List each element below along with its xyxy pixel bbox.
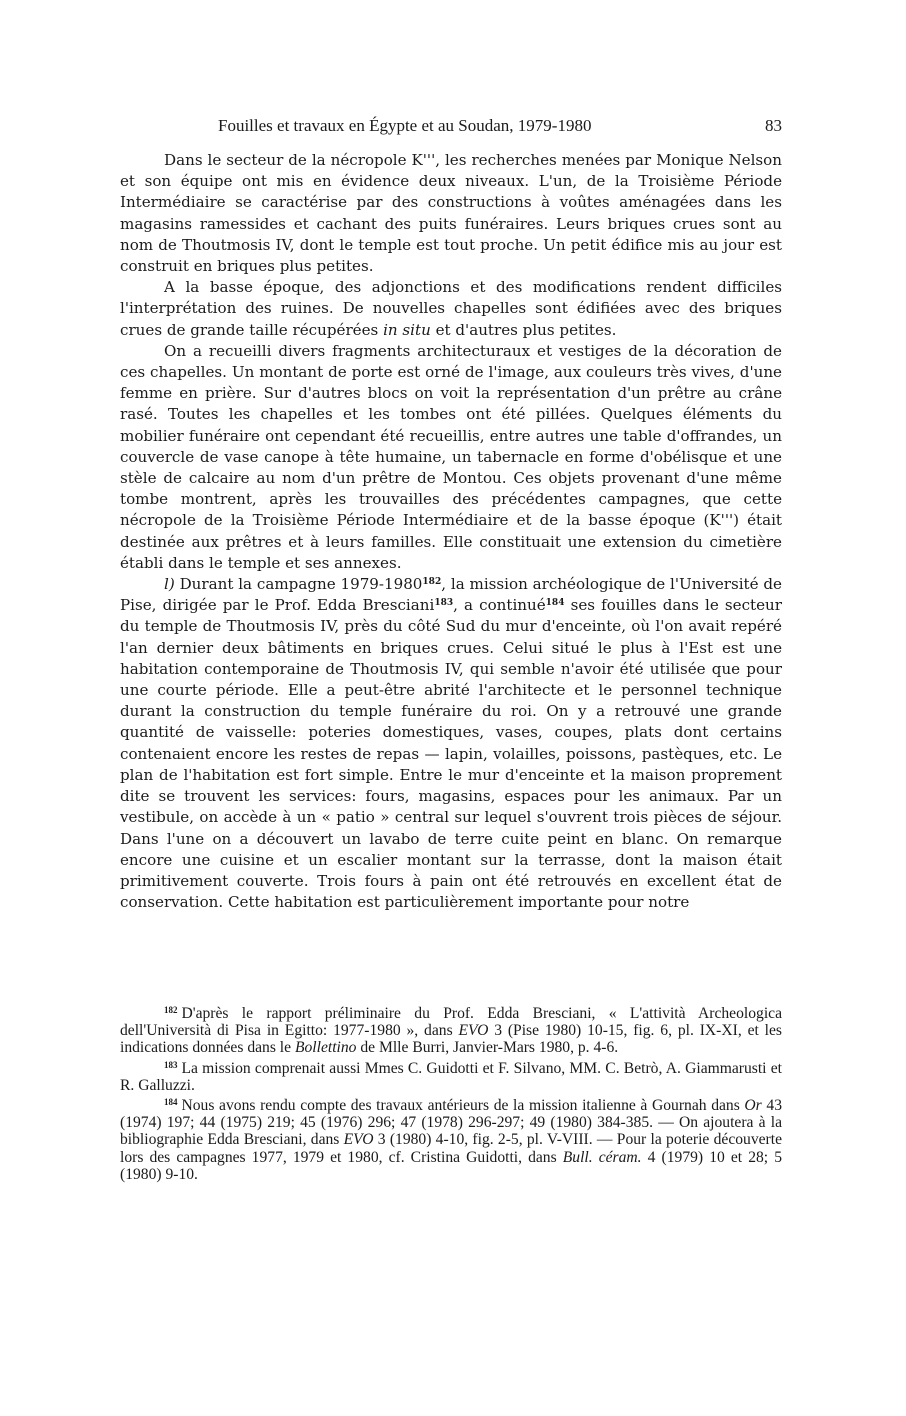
- text-segment: , la mission archéologique de l'Université de Pise, dirigée par le Prof. Edda Bresciani: [120, 575, 782, 615]
- section-label: l): [164, 575, 175, 594]
- footnote-text: 4 (1979) 10 et 28; 5 (1980) 9-10.: [120, 1148, 782, 1183]
- paragraph-pise-mission: [120, 574, 782, 913]
- footnotes: [120, 1002, 782, 1183]
- italic-term: in situ: [383, 320, 431, 339]
- footnote-text: 3 (Pise 1980) 10-15, fig. 6, pl. IX-XI, et les indications données dans le: [120, 1022, 782, 1057]
- footnote-text: 3 (1980) 4-10, fig. 2-5, pl. V-VIII. — Pour la poterie découverte lors des campagnes 1977, 1979 et 1980, cf. Cristina Guidotti, dans: [120, 1131, 782, 1166]
- paragraph-basse-epoque: [120, 277, 782, 341]
- running-title: Fouilles et travaux en Égypte et au Soudan, 1979-1980: [218, 116, 592, 135]
- footnote-ref-182[interactable]: 182: [422, 577, 442, 588]
- journal-title: Bollettino: [294, 1039, 357, 1057]
- footnote-text: de Mlle Burri, Janvier-Mars 1980, p. 4-6.: [356, 1039, 619, 1057]
- main-text: [120, 150, 782, 913]
- footnote-number: 182: [164, 1005, 178, 1015]
- journal-title: EVO: [343, 1131, 374, 1149]
- text-segment: , a continué: [453, 596, 546, 615]
- footnote-number: 183: [164, 1059, 178, 1070]
- footnote-text: D'après le rapport préliminaire du Prof. Edda Bresciani, « L'attività Archeologica dell'Università di Pisa in Egitto: 1977-1980 », dans: [120, 1005, 782, 1040]
- paragraph-fragments: On a recueilli divers fragments architecturaux et vestiges de la décoration de ces chapelles. Un montant de porte est orné de l'image, aux couleurs très vives, d'une femme en prière. Sur d'autres blocs on voit la représentation d'un prêtre au crâne rasé. Toutes les chapelles et les tombes ont été pillées. Quelques éléments du mobilier funéraire ont cependant été recueillis, entre autres une table d'offrandes, un couvercle de vase canope à tête humaine, un tabernacle en forme d'obélisque et une stèle de calcaire au nom d'un prêtre de Montou. Ces objets provenant d'une même tombe montrent, après les trouvailles des précédentes campagnes, que cette nécropole de la Troisième Période Intermédiaire et de la basse époque (K''') était destinée aux prêtres et à leurs familles. Elle constituait une extension du cimetière établi dans le temple et ses annexes.: [120, 341, 782, 572]
- text-segment: et d'autres plus petites.: [430, 320, 617, 339]
- text-segment: ses fouilles dans le secteur du temple de Thoutmosis IV, près du côté Sud du mur d'enceinte, où l'on avait repéré l'an dernier deux bâtiments en briques crues. Celui situé le plus à l'Est est une habitation contemporaine de Thoutmosis IV, qui semble n'avoir été utilisée que pour une courte période. Elle a peut-être abrité l'architecte et le personnel technique durant la construction du temple funéraire du roi. On y a retrouvé une grande quantité de vaisselle: poteries domestiques, vases, coupes, plats dont certains contenaient encore les restes de repas — lapin, volailles, poissons, pastèques, etc. Le plan de l'habitation est fort simple. Entre le mur d'enceinte et la maison proprement dite se trouvent les services: fours, magasins, espaces pour les animaux. Par un vestibule, on accède à un « patio » central sur lequel s'ouvrent trois pièces de séjour. Dans l'une on a découvert un lavabo de terre cuite peint en blanc. On remarque encore une cuisine et un escalier montant sur la terrasse, dont la maison était primitivement couverte. Trois fours à pain ont été retrouvés en excellent état de conservation. Cette habitation est particulièrement importante pour notre: [120, 596, 782, 912]
- footnote-ref-184[interactable]: 184: [545, 598, 565, 609]
- journal-title: Bull. céram.: [562, 1148, 642, 1166]
- text-segment: Durant la campagne 1979-1980: [174, 575, 423, 594]
- footnote-184: [120, 1094, 782, 1183]
- page-number: 83: [765, 116, 782, 135]
- footnote-183: [120, 1057, 782, 1094]
- footnote-text: Nous avons rendu compte des travaux antérieurs de la mission italienne à Gournah dans: [181, 1097, 745, 1115]
- journal-title: EVO: [458, 1022, 489, 1040]
- footnote-ref-183[interactable]: 183: [434, 598, 454, 609]
- footnote-182: [120, 1002, 782, 1057]
- footnote-number: 184: [164, 1097, 178, 1108]
- footnote-text: La mission comprenait aussi Mmes C. Guidotti et F. Silvano, MM. C. Betrò, A. Giammarusti et R. Galluzzi.: [120, 1059, 782, 1094]
- paragraph-necropolis: Dans le secteur de la nécropole K''', les recherches menées par Monique Nelson et son équipe ont mis en évidence deux niveaux. L'un, de la Troisième Période Intermédiaire se caractérise par des constructions à voûtes aménagées dans les magasins ramessides et cachant des puits funéraires. Leurs briques crues sont au nom de Thoutmosis IV, dont le temple est tout proche. Un petit édifice mis au jour est construit en briques plus petites.: [120, 151, 782, 276]
- journal-title: Or: [744, 1097, 762, 1115]
- running-header: [120, 114, 782, 140]
- text-segment: A la basse époque, des adjonctions et des modifications rendent difficiles l'interprétation des ruines. De nouvelles chapelles sont édifiées avec des briques crues de grande taille récupérées: [120, 278, 782, 339]
- footnote-text: 43 (1974) 197; 44 (1975) 219; 45 (1976) 296; 47 (1978) 296-297; 49 (1980) 384-385. — On ajoutera à la bibliographie Edda Bresciani, dans: [120, 1097, 782, 1149]
